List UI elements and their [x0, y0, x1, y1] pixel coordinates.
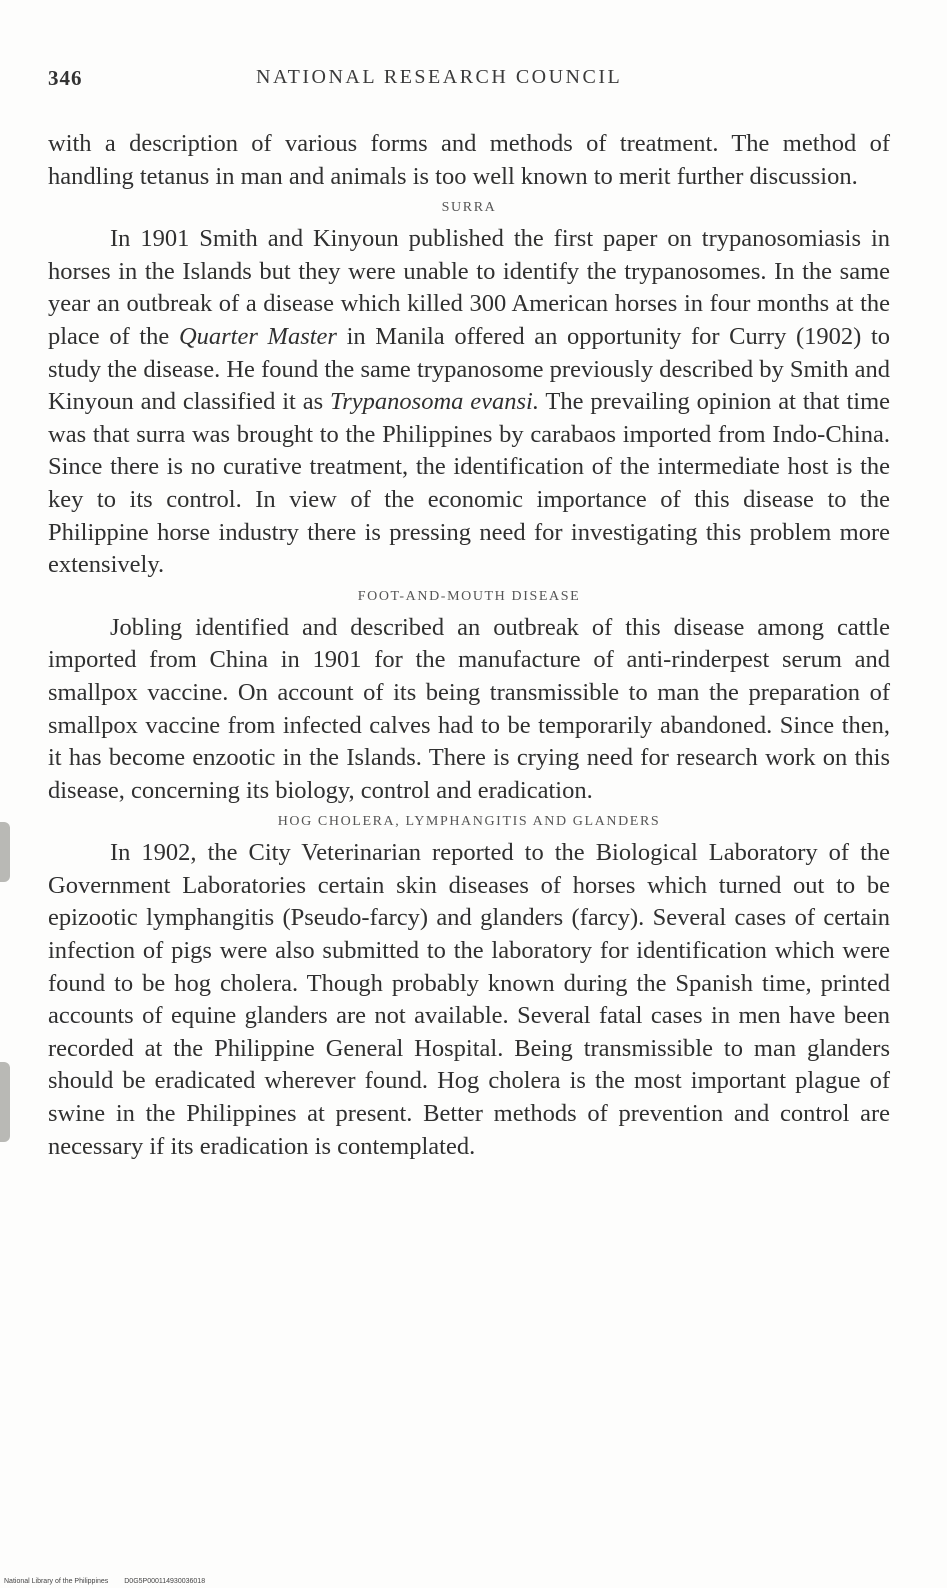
- section-heading-surra: SURRA: [441, 200, 497, 216]
- running-head: NATIONAL RESEARCH COUNCIL: [256, 66, 623, 88]
- body-text: [48, 128, 890, 1163]
- surra-paragraph: [48, 223, 890, 582]
- binding-shadow-lower: [0, 1062, 10, 1142]
- surra-text-1: In 1901 Smith and Kinyoun published the first paper on trypanosomiasis in horses in the Islands but they were unable to identify the trypanosomes. In the same year an outbreak of a disease which killed 300 American horses in four months at the place of the: [48, 225, 890, 350]
- trypanosoma-species: Trypanosoma evansi.: [330, 388, 539, 416]
- surra-text-3: The prevailing opinion at that time was that surra was brought to the Philippines by carabaos imported from Indo-China. Since there is no curative treatment, the identification of the intermediate host is the key to its control. In view of the economic importance of this disease to the Philippine horse industry there is pressing need for investigating this problem more extensively.: [48, 388, 890, 579]
- library-credit: National Library of the Philippines: [4, 1578, 109, 1585]
- intro-paragraph: with a description of various forms and methods of treatment. The method of handling tetanus in man and animals is too well known to merit further discussion.: [48, 130, 890, 190]
- surra-text-2: in Manila offered an opportunity for Curry (1902) to study the disease. He found the same trypanosome previously described by Smith and Kinyoun and classified it as: [48, 322, 890, 416]
- page-header: [48, 66, 888, 96]
- scan-identifier: D0G5P000114930036018: [124, 1578, 206, 1585]
- page-number: 346: [48, 66, 83, 90]
- binding-shadow-upper: [0, 822, 10, 882]
- foot-and-mouth-paragraph: Jobling identified and described an outbreak of this disease among cattle imported from China in 1901 for the manufacture of anti-rinderpest serum and smallpox vaccine. On account of its being transmissible to man the preparation of smallpox vaccine from infected calves had to be temporarily abandoned. Since then, it has become enzootic in the Islands. There is crying need for research work on this disease, concerning its biology, control and eradication.: [48, 613, 890, 804]
- hog-cholera-paragraph: In 1902, the City Veterinarian reported to the Biological Laboratory of the Government Laboratories certain skin diseases of horses which turned out to be epizootic lymphangitis (Pseudo-farcy) and glanders (farcy). Several cases of certain infection of pigs were also submitted to the laboratory for identification which were found to be hog cholera. Though probably known during the Spanish time, printed accounts of equine glanders are not available. Several fatal cases in men have been recorded at the Philippine General Hospital. Being transmissible to man glanders should be eradicated wherever found. Hog cholera is the most important plague of swine in the Philippines at present. Better methods of prevention and control are necessary if its eradication is contemplated.: [48, 839, 890, 1160]
- scan-footer: [4, 1578, 219, 1585]
- quarter-master-title: Quarter Master: [178, 322, 337, 350]
- section-heading-foot-and-mouth: FOOT-AND-MOUTH DISEASE: [357, 588, 581, 604]
- section-heading-hog-cholera: HOG CHOLERA, LYMPHANGITIS AND GLANDERS: [277, 814, 661, 830]
